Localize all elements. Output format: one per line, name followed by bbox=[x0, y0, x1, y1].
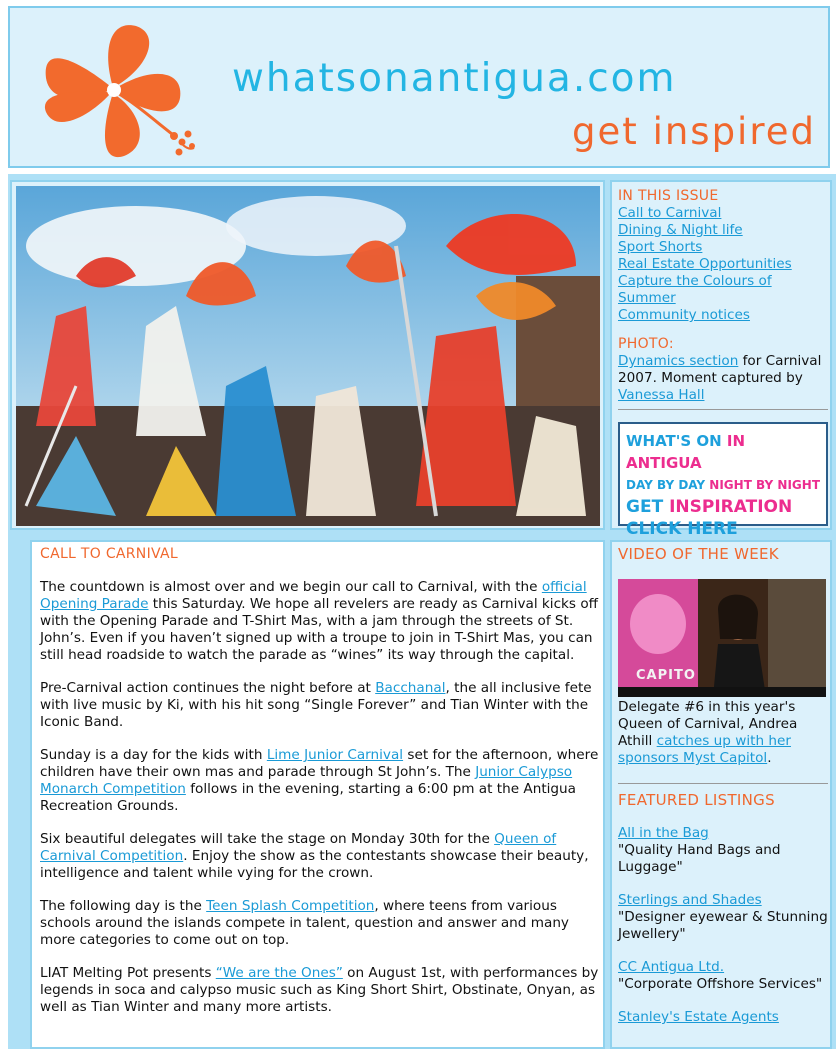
article-paragraph bbox=[40, 579, 600, 664]
p5-text-a: The following day is the bbox=[40, 898, 207, 914]
p4-text-b: . Enjoy the show as the contestants showcase their beauty, intelligence and talent while vying for the crown. bbox=[40, 848, 589, 881]
p4-text-a: Six beautiful delegates will take the stage on Monday 30th for the bbox=[40, 831, 495, 847]
in-this-issue-title: IN THIS ISSUE bbox=[618, 188, 719, 204]
banner-click-here[interactable]: CLICK HERE bbox=[626, 519, 738, 539]
photo-credit-text: for Carnival 2007. Moment captured by bbox=[618, 353, 822, 386]
p6-text-b: on August 1st, with performances by legends in soca and calypso music such as King Short Shirt, Obstinate, Onyan, as well as Tian Winter and many more artists. bbox=[40, 965, 599, 1015]
issue-link-community-notices[interactable]: Community notices bbox=[618, 307, 750, 323]
divider bbox=[618, 409, 828, 410]
article-title: CALL TO CARNIVAL bbox=[40, 546, 178, 562]
video-caption-end: . bbox=[767, 750, 772, 766]
p3-text-a: Sunday is a day for the kids with bbox=[40, 747, 267, 763]
p3-text-b: set for the afternoon, where children have their own mas and parade through St John’s. The bbox=[40, 747, 599, 780]
hibiscus-flower-icon[interactable] bbox=[32, 16, 202, 168]
p3-text-c: follows in the evening, starting a 6:00 pm at the Antigua Recreation Grounds. bbox=[40, 781, 577, 814]
listing-link[interactable]: CC Antigua Ltd. bbox=[618, 959, 725, 975]
photo-title: PHOTO: bbox=[618, 336, 674, 352]
photo-credit bbox=[618, 353, 828, 404]
listing-desc: "Quality Hand Bags and Luggage" bbox=[618, 842, 781, 875]
divider bbox=[618, 783, 828, 784]
listing-item bbox=[618, 892, 828, 943]
site-header bbox=[8, 6, 830, 168]
issue-link-dining[interactable]: Dining & Night life bbox=[618, 222, 743, 238]
listing-link[interactable]: Sterlings and Shades bbox=[618, 892, 762, 908]
article-paragraph bbox=[40, 898, 600, 949]
video-caption bbox=[618, 699, 828, 767]
queen-of-carnival-link[interactable]: Queen of Carnival Competition bbox=[40, 831, 557, 864]
article-paragraph bbox=[40, 831, 600, 882]
listing-item bbox=[618, 1009, 828, 1026]
article-panel bbox=[30, 540, 605, 1049]
teen-splash-link[interactable]: Teen Splash Competition bbox=[206, 898, 375, 914]
listing-desc: "Designer eyewear & Stunning Jewellery" bbox=[618, 909, 828, 942]
listing-desc: "Corporate Offshore Services" bbox=[618, 976, 823, 992]
video-caption-text: Delegate #6 in this year's Queen of Carnival, Andrea Athill bbox=[618, 699, 798, 749]
video-thumb-caption: CAPITO bbox=[636, 668, 696, 683]
banner-line1-a: WHAT'S ON bbox=[626, 432, 727, 450]
p5-text-b: , where teens from various schools around the islands compete in talent, question and answer and many more categories to come out on top. bbox=[40, 898, 569, 948]
p2-text-b: , the all inclusive fete with live music by Ki, with his hit song “Single Forever” and Tian Winter with the Iconic Band. bbox=[40, 680, 592, 730]
issue-link-sport-shorts[interactable]: Sport Shorts bbox=[618, 239, 703, 255]
in-this-issue-panel bbox=[610, 180, 832, 539]
article-paragraph bbox=[40, 747, 600, 815]
featured-listings-title: FEATURED LISTINGS bbox=[618, 791, 775, 809]
banner-line2-b: NIGHT BY NIGHT bbox=[709, 478, 821, 492]
article-paragraph bbox=[40, 965, 600, 1016]
issue-link-capture-colours[interactable]: Capture the Colours of Summer bbox=[618, 273, 772, 306]
video-panel bbox=[610, 540, 832, 1049]
listing-link[interactable]: Stanley's Estate Agents bbox=[618, 1009, 779, 1025]
we-are-the-ones-link[interactable]: “We are the Ones” bbox=[215, 965, 343, 981]
video-thumbnail[interactable] bbox=[618, 579, 826, 697]
video-title: VIDEO OF THE WEEK bbox=[618, 545, 779, 563]
issue-link-call-to-carnival[interactable]: Call to Carnival bbox=[618, 205, 722, 221]
carnival-photo bbox=[16, 186, 600, 526]
dynamics-section-link[interactable]: Dynamics section bbox=[618, 353, 739, 369]
listing-item bbox=[618, 825, 828, 876]
junior-calypso-link[interactable]: Junior Calypso Monarch Competition bbox=[40, 764, 573, 797]
article-paragraph bbox=[40, 680, 600, 731]
p6-text-a: LIAT Melting Pot presents bbox=[40, 965, 216, 981]
p2-text-a: Pre-Carnival action continues the night before at bbox=[40, 680, 376, 696]
banner-line1-b: IN ANTIGUA bbox=[626, 432, 746, 472]
banner-line3-b: INSPIRATION bbox=[669, 497, 793, 517]
lime-junior-carnival-link[interactable]: Lime Junior Carnival bbox=[266, 747, 404, 763]
whats-on-banner[interactable] bbox=[618, 422, 828, 539]
listing-item bbox=[618, 959, 828, 993]
banner-line3-a: GET bbox=[626, 497, 670, 517]
listing-link[interactable]: All in the Bag bbox=[618, 825, 709, 841]
p1-text-b: this Saturday. We hope all revelers are ready as Carnival kicks off with the Opening Parade and T-Shirt Mas, with a jam through the streets of St. John’s. Even if you haven’t signed up with a troupe to join in T-Shirt Mas, you can still head roadside to watch the parade as “wines” its way through the capital. bbox=[40, 596, 598, 663]
featured-photo-panel bbox=[10, 180, 605, 530]
issue-link-real-estate[interactable]: Real Estate Opportunities bbox=[618, 256, 792, 272]
vanessa-hall-link[interactable]: Vanessa Hall bbox=[618, 387, 705, 403]
banner-line2-a: DAY BY DAY bbox=[626, 478, 710, 492]
opening-parade-link[interactable]: official Opening Parade bbox=[40, 579, 587, 612]
video-caption-link[interactable]: catches up with her sponsors Myst Capitol bbox=[618, 733, 791, 766]
bacchanal-link[interactable]: Bacchanal bbox=[375, 680, 446, 696]
site-tagline: get inspired bbox=[572, 110, 816, 153]
p1-text-a: The countdown is almost over and we begin our call to Carnival, with the bbox=[40, 579, 542, 595]
site-name[interactable]: whatsonantigua.com bbox=[232, 56, 677, 101]
